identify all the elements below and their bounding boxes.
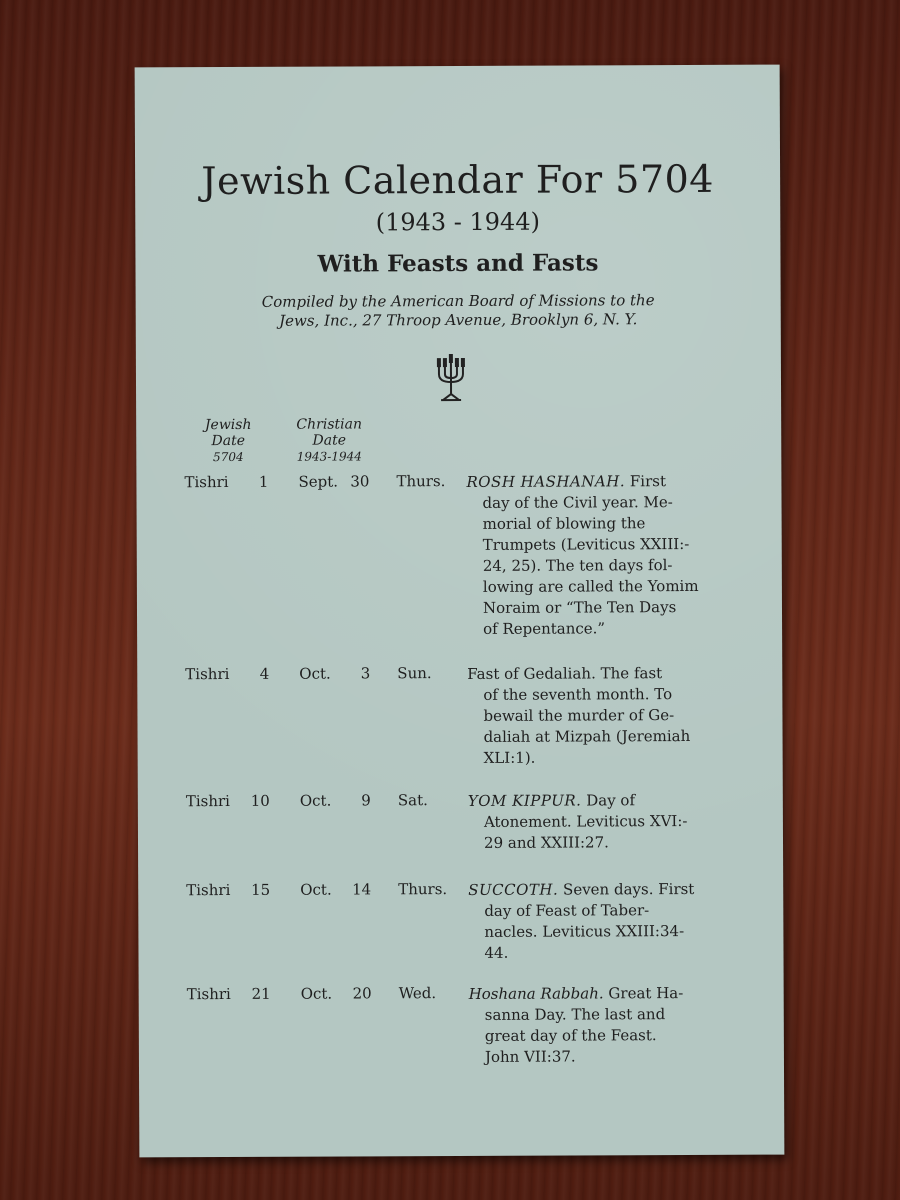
desc-line: The fast — [600, 664, 663, 683]
weekday: Wed. — [398, 984, 437, 1003]
header-line: 1943-1944 — [296, 449, 362, 464]
desc-line: lowing are called the Yomim — [482, 576, 699, 596]
christian-day: 30 — [350, 472, 370, 491]
calendar-entry — [139, 983, 784, 1066]
desc-line: bewail the murder of Ge- — [483, 706, 675, 725]
christian-date-header — [284, 416, 374, 464]
jewish-day: 21 — [251, 984, 271, 1003]
compiled-line: Jews, Inc., 27 Throop Avenue, Brooklyn 6, N. Y. — [279, 310, 638, 330]
calendar-entry — [137, 663, 782, 767]
christian-month: Oct. — [300, 880, 332, 899]
desc-line: Day of — [586, 791, 636, 810]
desc-line: 29 and XXIII:27. — [483, 833, 609, 852]
christian-day: 14 — [352, 880, 372, 899]
jewish-day: 1 — [258, 472, 269, 491]
christian-month: Oct. — [300, 984, 333, 1003]
desc-line: nacles. Leviticus XXIII:34- — [484, 922, 685, 941]
year-range: (1943 - 1944) — [375, 207, 540, 237]
compiled-line: Compiled by the American Board of Missions to the — [261, 291, 655, 311]
desc-line: day of Feast of Taber- — [484, 901, 650, 920]
header-line: 5704 — [213, 449, 244, 465]
feast-name: SUCCOTH. — [468, 880, 559, 899]
calendar-entry — [138, 790, 783, 852]
desc-line: day of the Civil year. Me- — [482, 493, 673, 512]
entry-description — [466, 471, 735, 640]
desc-line: great day of the Feast. — [484, 1026, 657, 1045]
jewish-day: 10 — [250, 791, 270, 810]
christian-day: 3 — [360, 664, 371, 683]
weekday: Thurs. — [396, 472, 446, 491]
jewish-date-header — [188, 417, 268, 465]
desc-line: First — [629, 472, 667, 491]
entry-description — [468, 790, 736, 854]
desc-line: Great Ha- — [608, 984, 684, 1003]
desc-line: morial of blowing the — [482, 514, 646, 533]
entry-description — [469, 983, 737, 1068]
calendar-entry — [138, 879, 783, 962]
desc-line: XLI:1). — [483, 748, 536, 767]
jewish-day: 15 — [251, 880, 271, 899]
christian-month: Sept. — [298, 472, 339, 491]
calendar-entry — [136, 471, 781, 638]
jewish-month: Tishri — [186, 881, 231, 900]
feast-name: Hoshana Rabbah. — [468, 984, 604, 1003]
christian-month: Oct. — [299, 664, 331, 683]
desc-line: 24, 25). The ten days fol- — [482, 556, 673, 575]
christian-day: 20 — [352, 984, 372, 1003]
jewish-month: Tishri — [184, 473, 229, 492]
jewish-month: Tishri — [185, 665, 230, 684]
desc-line: sanna Day. The last and — [484, 1005, 666, 1024]
feast-name: Fast of Gedaliah. — [467, 664, 596, 683]
feast-name: YOM KIPPUR. — [467, 791, 582, 810]
calendar-card — [135, 65, 785, 1158]
feast-name: ROSH HASHANAH. — [466, 472, 626, 491]
desc-line: daliah at Mizpah (Jeremiah — [483, 726, 691, 746]
christian-month: Oct. — [299, 791, 332, 810]
header-line: Date — [211, 432, 246, 450]
jewish-month: Tishri — [185, 792, 231, 811]
desc-line: 44. — [484, 943, 509, 962]
jewish-month: Tishri — [186, 985, 231, 1004]
compiled-by-note — [136, 291, 781, 332]
christian-day: 9 — [361, 791, 371, 810]
weekday: Thurs. — [398, 880, 448, 899]
jewish-day: 4 — [259, 664, 270, 683]
weekday: Sat. — [397, 791, 428, 810]
desc-line: Trumpets (Leviticus XXIII:- — [482, 534, 690, 554]
desc-line: John VII:37. — [484, 1047, 576, 1066]
page-title: Jewish Calendar For 5704 — [201, 156, 715, 204]
desc-line: Noraim or “The Ten Days — [482, 598, 677, 617]
subtitle: With Feasts and Fasts — [317, 249, 599, 278]
weekday: Sun. — [397, 664, 432, 683]
desc-line: of Repentance.” — [483, 619, 606, 638]
entry-description — [467, 663, 735, 769]
header-line: Jewish — [204, 416, 252, 434]
header-line: Date — [312, 432, 347, 449]
desc-line: of the seventh month. To — [483, 685, 673, 704]
entry-description — [468, 879, 736, 964]
header-line: Christian — [296, 416, 363, 433]
desc-line: Atonement. Leviticus XVI:- — [483, 812, 688, 831]
candelabra-icon — [431, 352, 471, 404]
desc-line: Seven days. First — [562, 879, 695, 899]
